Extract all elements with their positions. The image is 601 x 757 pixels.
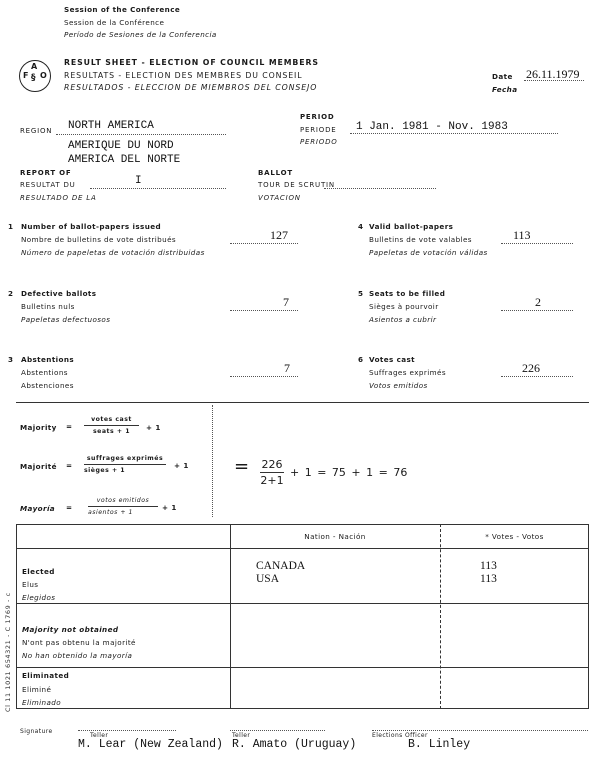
majority-top-rule [16, 402, 589, 403]
report-label-fr: RESULTAT DU [20, 181, 76, 189]
section-not-obtained-fr: N'ont pas obtenu la majorité [22, 638, 136, 647]
elected-votes-1: 113 [480, 560, 497, 572]
date-label-es: Fecha [492, 85, 518, 94]
region-value-fr: AMERIQUE DU NORD [68, 140, 174, 152]
period-label-en: PERIOD [300, 113, 335, 121]
ballot-dotline [324, 188, 436, 189]
header-votes: * Votes - Votos [485, 532, 544, 541]
section-not-obtained-en: Majority not obtained [22, 625, 119, 634]
date-value: 26.11.1979 [526, 67, 580, 81]
section-elected-en: Elected [22, 567, 55, 576]
report-dotline [90, 188, 226, 189]
item-2-value: 7 [283, 295, 289, 309]
section-eliminated-es: Eliminado [22, 698, 62, 707]
officer-label: Elections Officer [372, 732, 428, 739]
region-label: REGION [20, 127, 53, 135]
ballot-label-fr: TOUR DE SCRUTIN [258, 181, 335, 189]
section-elected-fr: Elus [22, 580, 39, 589]
elected-nation-2: USA [256, 573, 280, 585]
report-label-es: RESULTADO DE LA [20, 194, 97, 202]
session-fr: Session de la Conférence [64, 18, 165, 27]
session-es: Período de Sesiones de la Conferencia [64, 30, 217, 39]
teller1-label: Teller [90, 732, 109, 739]
report-label-en: REPORT OF [20, 169, 72, 177]
ballot-label-es: VOTACION [258, 194, 301, 202]
region-value-en: NORTH AMERICA [68, 120, 154, 132]
item-6-value: 226 [522, 361, 540, 375]
period-value: 1 Jan. 1981 - Nov. 1983 [356, 121, 508, 133]
session-en: Session of the Conference [64, 5, 181, 14]
item-5-value: 2 [535, 295, 541, 309]
section-elected-es: Elegidos [22, 593, 56, 602]
majority-label-es: Mayoría [20, 504, 56, 513]
section-not-obtained-es: No han obtenido la mayoría [22, 651, 133, 660]
calc-result: + 1 = 75 + 1 = 76 [290, 466, 408, 479]
majority-fraction-fr: suffrages exprimés sièges + 1 [84, 455, 166, 474]
teller2-name: R. Amato (Uruguay) [232, 738, 357, 751]
calc-fraction: 226 2+1 [260, 458, 284, 487]
region-dotline [56, 134, 226, 135]
majority-label-en: Majority [20, 423, 57, 432]
form-code: Cl 11 1021 654321 - C 1769 - c [4, 592, 12, 712]
period-dotline [350, 133, 558, 134]
title-fr: RESULTATS - ELECTION DES MEMBRES DU CONSEIL [64, 71, 303, 80]
period-label-fr: PERIODE [300, 126, 337, 134]
item-3-value: 7 [284, 361, 290, 375]
report-value: I [135, 175, 142, 187]
majority-fraction-en: votes cast seats + 1 [84, 416, 139, 435]
region-value-es: AMERICA DEL NORTE [68, 154, 181, 166]
calc-equals: = [234, 456, 250, 477]
teller1-name: M. Lear (New Zealand) [78, 738, 223, 751]
results-table [16, 524, 589, 709]
section-eliminated-en: Eliminated [22, 671, 70, 680]
fao-logo-icon: F A O § [19, 60, 51, 92]
officer-name: B. Linley [408, 738, 471, 751]
title-es: RESULTADOS - ELECCION DE MIEMBROS DEL CONSEJO [64, 83, 318, 92]
header-nation: Nation - Nación [304, 532, 366, 541]
item-1-value: 127 [270, 228, 288, 242]
teller2-label: Teller [232, 732, 251, 739]
signature-label: Signature [20, 728, 53, 735]
date-label: Date [492, 72, 513, 81]
majority-brace [206, 405, 213, 517]
ballot-label-en: BALLOT [258, 169, 293, 177]
elected-nation-1: CANADA [256, 560, 306, 572]
title-en: RESULT SHEET - ELECTION OF COUNCIL MEMBERS [64, 58, 319, 67]
majority-label-fr: Majorité [20, 462, 57, 471]
period-label-es: PERIODO [300, 138, 338, 146]
item-4-value: 113 [513, 228, 531, 242]
elected-votes-2: 113 [480, 573, 497, 585]
section-eliminated-fr: Eliminé [22, 685, 52, 694]
majority-fraction-es: votos emitidos asientos + 1 [88, 497, 158, 516]
